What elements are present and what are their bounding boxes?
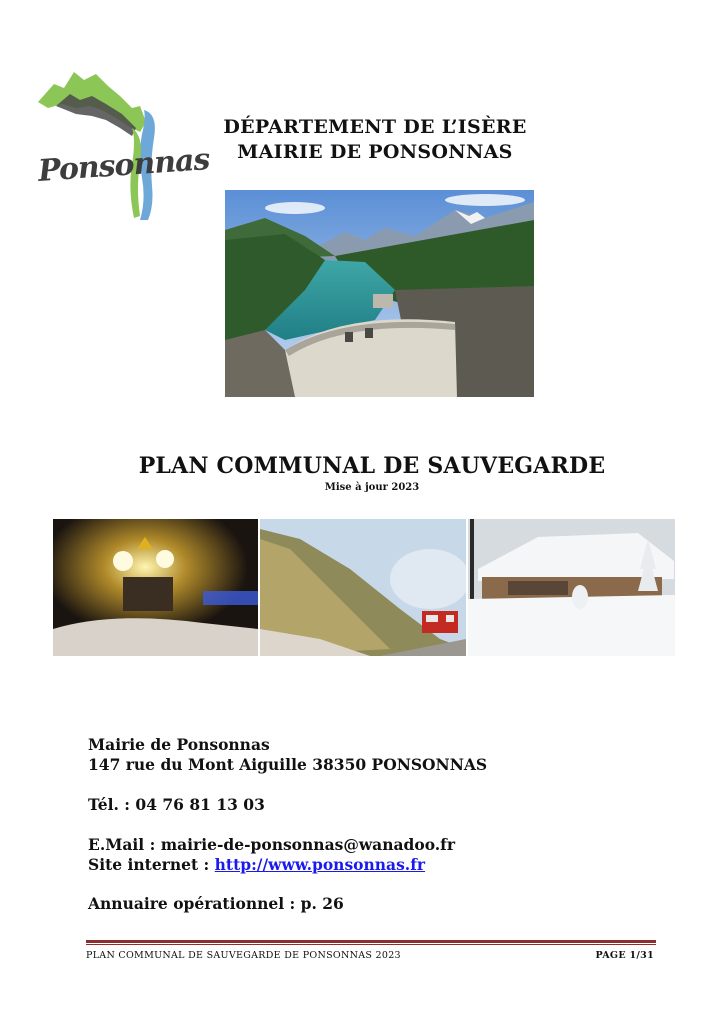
- mairie-name: Mairie de Ponsonnas: [88, 735, 270, 754]
- snow-covered-building-photo: [468, 519, 675, 656]
- snowplow-night-photo: [53, 519, 258, 656]
- page-number: PAGE 1/31: [595, 950, 654, 961]
- dam-lake-photo: [225, 190, 534, 397]
- mairie-address: 147 rue du Mont Aiguille 38350 PONSONNAS: [88, 755, 488, 774]
- fire-truck-hillside-photo: [260, 519, 466, 656]
- website-line: [88, 855, 425, 874]
- website-link[interactable]: http://www.ponsonnas.fr: [214, 855, 426, 874]
- logo-text: Ponsonnas: [36, 142, 211, 189]
- plan-update-date: Mise à jour 2023: [324, 482, 420, 493]
- footer-document-title: PLAN COMMUNAL DE SAUVEGARDE DE PONSONNAS 2023: [86, 950, 401, 961]
- phone-number: Tél. : 04 76 81 13 03: [88, 795, 265, 814]
- website-label: Site internet :: [88, 855, 215, 874]
- plan-title: PLAN COMMUNAL DE SAUVEGARDE: [138, 453, 606, 479]
- mairie-heading: MAIRIE DE PONSONNAS: [237, 141, 513, 163]
- footer-divider-thin: [86, 944, 656, 945]
- email-address: E.Mail : mairie-de-ponsonnas@wanadoo.fr: [88, 835, 456, 854]
- footer-divider: [86, 940, 656, 943]
- annuaire-reference: Annuaire opérationnel : p. 26: [88, 894, 344, 913]
- department-heading: DÉPARTEMENT DE L’ISÈRE: [223, 116, 527, 138]
